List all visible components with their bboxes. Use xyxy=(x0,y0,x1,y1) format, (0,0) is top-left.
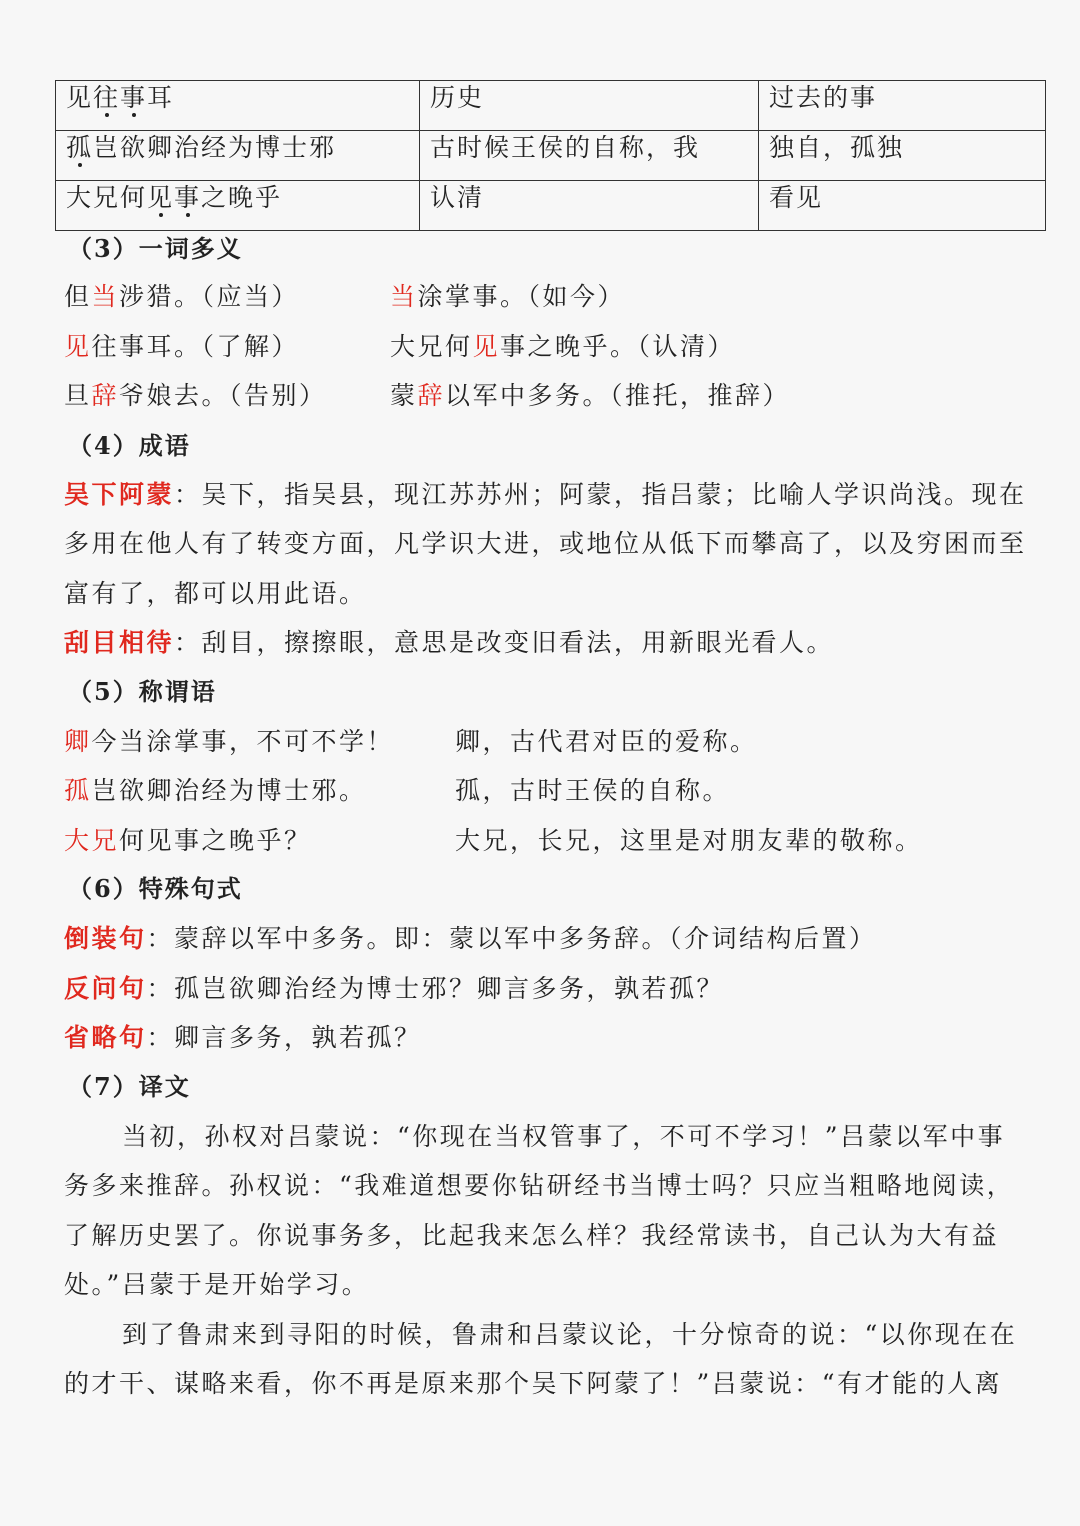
section-heading: （5）称谓语 xyxy=(68,677,217,706)
polysemy-example: 但当涉猎。（应当） xyxy=(64,282,300,311)
translation-line: 务多来推辞。孙权说：“我难道想要你钻研经书当博士吗？只应当粗略地阅读， xyxy=(64,1171,1015,1200)
emphasis-dot-char: 往 xyxy=(93,83,121,112)
address-example: 大兄何见事之晚乎？ xyxy=(64,826,312,855)
address-example: 孤岂欲卿治经为博士邪。 xyxy=(64,776,367,805)
table-cell: 见往事耳 xyxy=(56,81,420,131)
polysemy-example: 大兄何见事之晚乎。（认清） xyxy=(390,332,736,361)
table-cell: 过去的事 xyxy=(759,81,1046,131)
table-cell: 孤岂欲卿治经为博士邪 xyxy=(56,131,420,181)
table-cell: 独自，孤独 xyxy=(759,131,1046,181)
table-cell: 看见 xyxy=(759,181,1046,231)
translation-line: 当初，孙权对吕蒙说：“你现在当权管事了，不可不学习！”吕蒙以军中事 xyxy=(122,1122,1006,1151)
sentence-pattern: 倒装句：蒙辞以军中多务。即：蒙以军中多务辞。（介词结构后置） xyxy=(64,924,877,953)
emphasis-dot-char: 事 xyxy=(174,183,202,212)
emphasis-dot-char: 事 xyxy=(120,83,148,112)
section-heading: （3）一词多义 xyxy=(68,234,243,263)
table-cell: 认清 xyxy=(420,181,759,231)
translation-line: 了解历史罢了。你说事务多，比起我来怎么样？我经常读书，自己认为大有益 xyxy=(64,1221,1000,1250)
polysemy-example: 旦辞爷娘去。（告别） xyxy=(64,381,327,410)
idiom-term: 吴下阿蒙 xyxy=(64,480,175,509)
sentence-pattern: 省略句：卿言多务，孰若孤？ xyxy=(64,1023,422,1052)
idiom-entry: 刮目相待：刮目，擦擦眼，意思是改变旧看法，用新眼光看人。 xyxy=(64,628,835,657)
address-note: 孤，古时王侯的自称。 xyxy=(455,776,731,805)
section-heading: （7）译文 xyxy=(68,1072,191,1101)
vocab-table xyxy=(55,80,1046,231)
translation-line: 到了鲁肃来到寻阳的时候，鲁肃和吕蒙议论，十分惊奇的说：“以你现在在 xyxy=(122,1320,1018,1349)
table-row xyxy=(56,181,1046,231)
table-cell: 大兄何见事之晚乎 xyxy=(56,181,420,231)
polysemy-example: 当涂掌事。（如今） xyxy=(390,282,626,311)
address-example: 卿今当涂掌事，不可不学！ xyxy=(64,727,395,756)
section-heading: （4）成语 xyxy=(68,431,191,460)
idiom-text-line: 多用在他人有了转变方面，凡学识大进，或地位从低下而攀高了，以及穷困而至 xyxy=(64,529,1027,558)
table-cell: 古时候王侯的自称，我 xyxy=(420,131,759,181)
address-note: 卿，古代君对臣的爱称。 xyxy=(455,727,758,756)
table-row xyxy=(56,131,1046,181)
address-note: 大兄，长兄，这里是对朋友辈的敬称。 xyxy=(455,826,923,855)
translation-line: 的才干、谋略来看，你不再是原来那个吴下阿蒙了！”吕蒙说：“有才能的人离 xyxy=(64,1369,1003,1398)
emphasis-dot-char: 孤 xyxy=(66,133,94,162)
idiom-term: 刮目相待 xyxy=(64,628,175,657)
table-row xyxy=(56,81,1046,131)
table-cell: 历史 xyxy=(420,81,759,131)
emphasis-dot-char: 见 xyxy=(147,183,175,212)
sentence-pattern: 反问句：孤岂欲卿治经为博士邪？卿言多务，孰若孤？ xyxy=(64,974,725,1003)
polysemy-example: 见往事耳。（了解） xyxy=(64,332,300,361)
polysemy-example: 蒙辞以军中多务。（推托，推辞） xyxy=(390,381,791,410)
section-heading: （6）特殊句式 xyxy=(68,874,243,903)
idiom-entry: 吴下阿蒙：吴下，指吴县，现江苏苏州；阿蒙，指吕蒙；比喻人学识尚浅。现在 xyxy=(64,480,1027,509)
idiom-text-line: 富有了，都可以用此语。 xyxy=(64,579,367,608)
translation-line: 处。”吕蒙于是开始学习。 xyxy=(64,1270,370,1299)
